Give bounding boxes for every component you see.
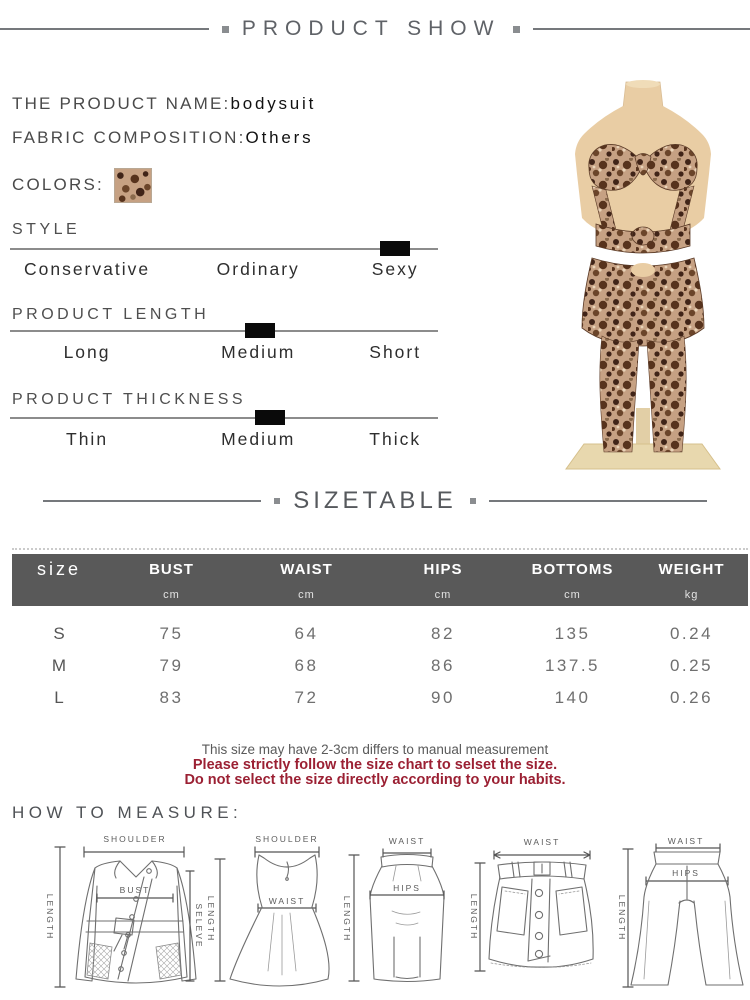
page-title: PRODUCT SHOW: [241, 17, 501, 40]
row-l-bottoms: 140: [554, 688, 591, 707]
unit-bust: cm: [163, 589, 180, 601]
header-ornament-square: [222, 26, 229, 33]
fabric-value: Others: [245, 128, 314, 147]
product-show-header: [0, 17, 750, 41]
waist-knot: [632, 227, 654, 245]
row-s-weight: 0.24: [669, 624, 714, 643]
length-title: PRODUCT LENGTH: [12, 306, 210, 323]
right-legging: [647, 336, 686, 452]
note-measurement: This size may have 2-3cm differs to manual measurement: [201, 742, 549, 757]
fabric-line: [12, 128, 313, 148]
row-l-size: L: [54, 688, 64, 707]
skirt-length-label: LENGTH: [341, 895, 352, 943]
leopard-color-swatch: [114, 168, 152, 203]
mini-length-label: LENGTH: [468, 893, 479, 941]
col-header-hips: HIPS: [423, 560, 463, 578]
note-follow-chart: Please strictly follow the size chart to selset the size.: [192, 757, 558, 773]
thickness-option-medium: Medium: [221, 429, 296, 449]
length-option-short: Short: [369, 342, 422, 362]
style-title: STYLE: [12, 221, 81, 238]
table-top-dotted-line: [12, 548, 748, 550]
row-m-waist: 68: [294, 656, 319, 675]
thickness-option-thin: Thin: [66, 429, 109, 449]
size-table-body: [12, 618, 748, 714]
col-header-weight: WEIGHT: [658, 560, 725, 578]
unit-waist: cm: [298, 589, 315, 601]
mini-waist-label: WAIST: [523, 837, 561, 847]
row-l-weight: 0.26: [669, 688, 714, 707]
skirt-hips-label: HIPS: [393, 883, 421, 893]
header-line-right: [489, 500, 707, 502]
style-option-conservative: Conservative: [23, 259, 151, 279]
dress-shoulder-label: SHOULDER: [255, 834, 319, 844]
length-scale-labels: [10, 342, 438, 364]
header-line-left: [0, 28, 209, 30]
product-name-label: THE PRODUCT NAME:: [12, 94, 231, 113]
row-m-hips: 86: [431, 656, 455, 675]
jacket-shoulder-label: SHOULDER: [103, 834, 167, 844]
product-name-value: bodysuit: [230, 94, 317, 113]
row-l-waist: 72: [294, 688, 319, 707]
length-option-medium: Medium: [221, 342, 296, 362]
length-scale-marker: [245, 323, 275, 338]
dress-waist-label: WAIST: [268, 896, 306, 906]
jacket-sleeve-label: SELEVE: [193, 903, 204, 949]
skirt-waist-label: WAIST: [388, 836, 426, 846]
sizetable-header: [0, 487, 750, 515]
keyhole-cutout: [631, 263, 655, 277]
product-name-line: [12, 94, 316, 114]
col-header-bust: BUST: [149, 560, 194, 578]
unit-hips: cm: [434, 589, 452, 601]
row-m-bottoms: 137.5: [544, 656, 601, 675]
thickness-scale-line: [10, 417, 438, 419]
unit-weight: kg: [684, 589, 699, 601]
pants-length-label: LENGTH: [616, 894, 627, 942]
row-s-hips: 82: [431, 624, 455, 643]
row-s-bottoms: 135: [554, 624, 591, 643]
header-ornament-square: [274, 498, 280, 504]
measure-diagram-pencil-skirt: [340, 831, 465, 999]
jacket-length-label: LENGTH: [44, 893, 55, 941]
fabric-label: FABRIC COMPOSITION:: [12, 128, 246, 147]
row-s-waist: 64: [294, 624, 319, 643]
size-table-header: [12, 554, 748, 606]
header-ornament-square: [513, 26, 520, 33]
row-l-bust: 83: [159, 688, 184, 707]
row-m-size: M: [51, 656, 67, 675]
note-habits: Do not select the size directly according to your habits.: [184, 772, 566, 788]
row-s-size: S: [53, 624, 65, 643]
header-line-left: [43, 500, 261, 502]
stand-base: [566, 444, 720, 469]
size-notes: [0, 742, 750, 788]
thickness-title: PRODUCT THICKNESS: [12, 391, 247, 408]
header-ornament-square: [470, 498, 476, 504]
col-header-size: size: [36, 558, 81, 579]
colors-label: COLORS:: [12, 175, 104, 194]
measure-diagram-pants: [616, 831, 746, 999]
dress-length-label: LENGTH: [205, 895, 216, 943]
measure-diagram-jacket: [32, 831, 204, 999]
row-m-weight: 0.25: [669, 656, 714, 675]
colors-line: [12, 168, 152, 202]
style-scale-labels: [10, 259, 438, 281]
style-option-ordinary: Ordinary: [216, 259, 300, 279]
col-header-waist: WAIST: [280, 560, 333, 578]
row-l-hips: 90: [431, 688, 455, 707]
how-to-measure-title: HOW TO MEASURE:: [12, 803, 243, 822]
row-s-bust: 75: [159, 624, 184, 643]
unit-bottoms: cm: [564, 589, 581, 601]
style-option-sexy: Sexy: [371, 259, 419, 279]
measure-diagram-mini-skirt: [468, 831, 613, 999]
col-header-bottoms: BOTTOMS: [531, 560, 614, 578]
measure-diagram-dress: [202, 831, 336, 999]
row-m-bust: 79: [159, 656, 184, 675]
thickness-scale-marker: [255, 410, 285, 425]
pants-waist-label: WAIST: [667, 836, 705, 846]
mannequin-neck-top: [626, 80, 660, 88]
pants-hips-label: HIPS: [672, 868, 700, 878]
mannequin-bodysuit-image: [540, 78, 746, 474]
header-line-right: [533, 28, 750, 30]
jacket-bust-label: BUST: [119, 885, 151, 895]
style-scale-line: [10, 248, 438, 250]
thickness-scale-labels: [10, 429, 438, 451]
left-legging: [600, 336, 639, 452]
sizetable-title: SIZETABLE: [293, 487, 457, 514]
style-scale-marker: [380, 241, 410, 256]
thickness-option-thick: Thick: [369, 429, 422, 449]
length-scale-line: [10, 330, 438, 332]
product-photo: [540, 78, 746, 474]
length-option-long: Long: [63, 342, 111, 362]
